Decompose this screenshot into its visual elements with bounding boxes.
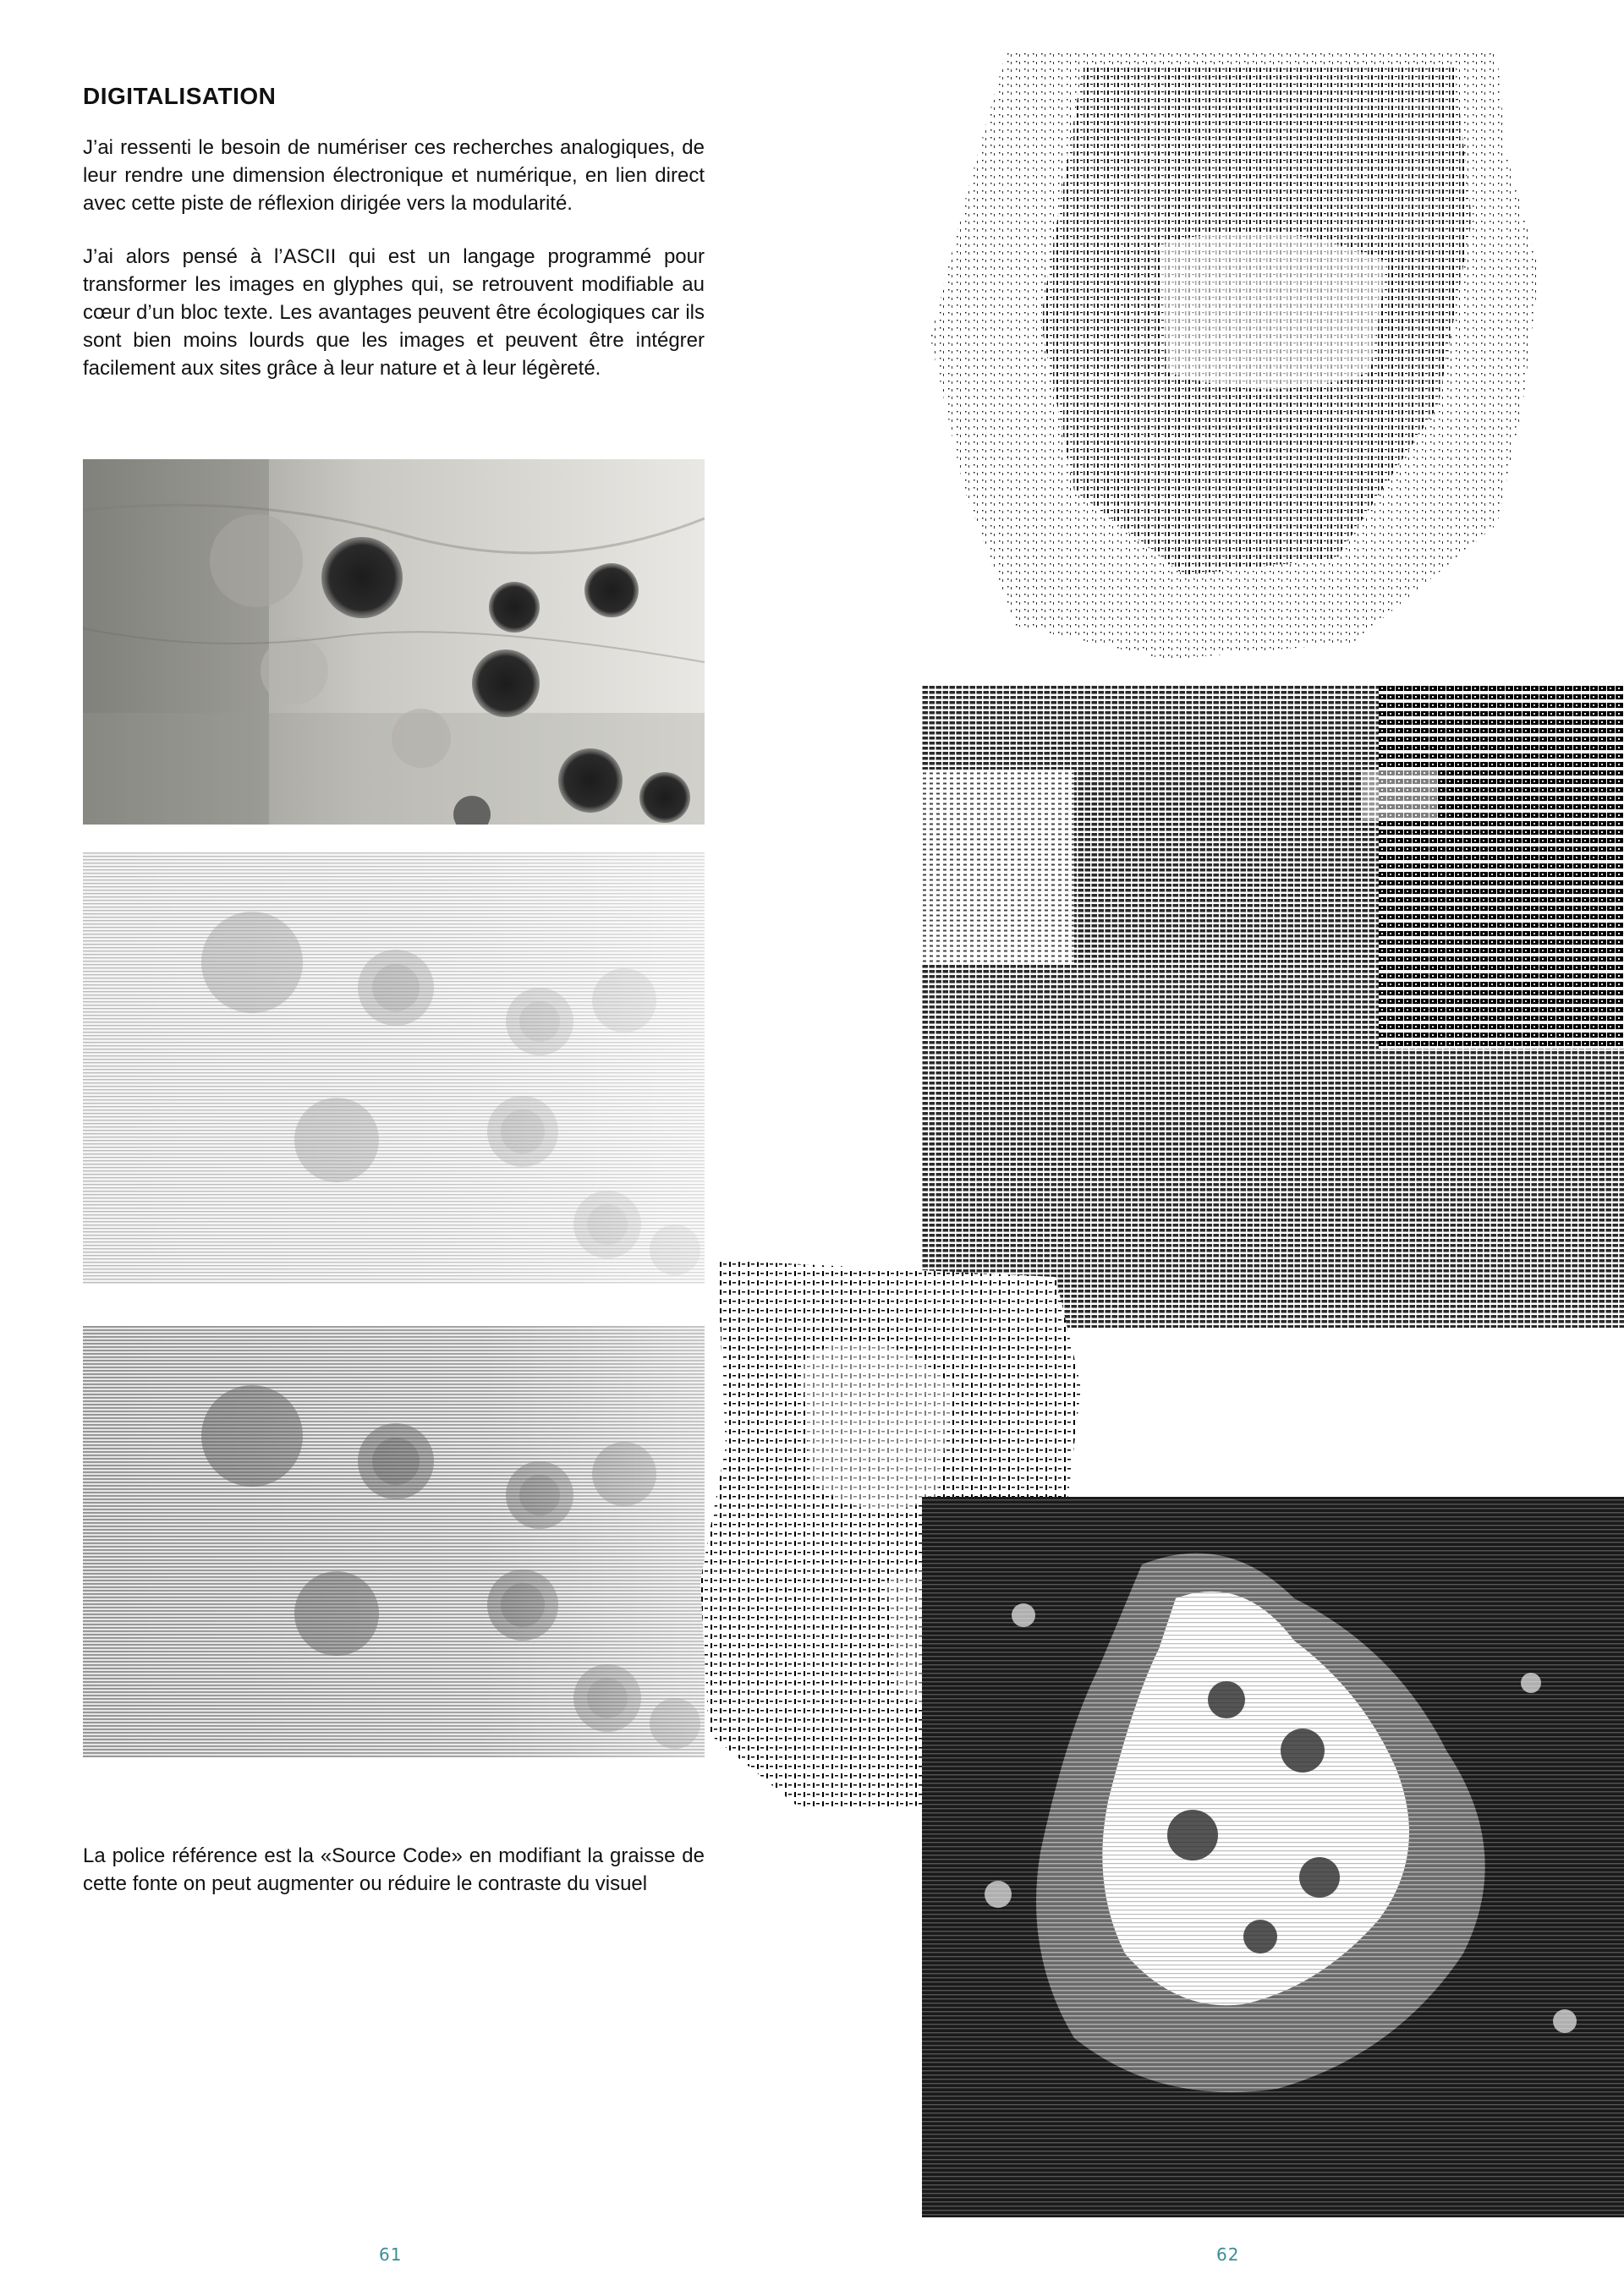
- ascii-light-render: [83, 852, 705, 1284]
- analog-scan-photo: [83, 459, 705, 825]
- font-caption: La police référence est la «Source Code» en modifiant la graisse de cette fonte on peut augmenter ou réduire le contraste du visuel: [83, 1844, 705, 1895]
- left-page-text: [83, 83, 705, 408]
- ascii-paragraph: J’ai alors pensé à l’ASCII qui est un langage programmé pour transformer les images en glyphes qui, se retrouvent modifiable au cœur d’un bloc texte. Les avantages peuvent être écologiques car ils sont bien moins lourds que les images et peuvent être intégrer facilement aux sites grâce à leur nature et à leur légèreté.: [83, 245, 705, 380]
- ascii-artwork-dense: [922, 685, 1624, 1328]
- ascii-bold-render: [83, 1326, 705, 1757]
- page-number-left: 61: [379, 2244, 403, 2265]
- page-number-right: 62: [1216, 2244, 1240, 2265]
- ascii-artwork-bottom: [922, 1497, 1624, 2217]
- intro-paragraph: J’ai ressenti le besoin de numériser ces recherches analogiques, de leur rendre une dimension électronique et numérique, en lien direct avec cette piste de réflexion dirigée vers la modularité.: [83, 136, 705, 215]
- ascii-artwork-top: [914, 51, 1548, 681]
- section-heading: DIGITALISATION: [83, 83, 277, 109]
